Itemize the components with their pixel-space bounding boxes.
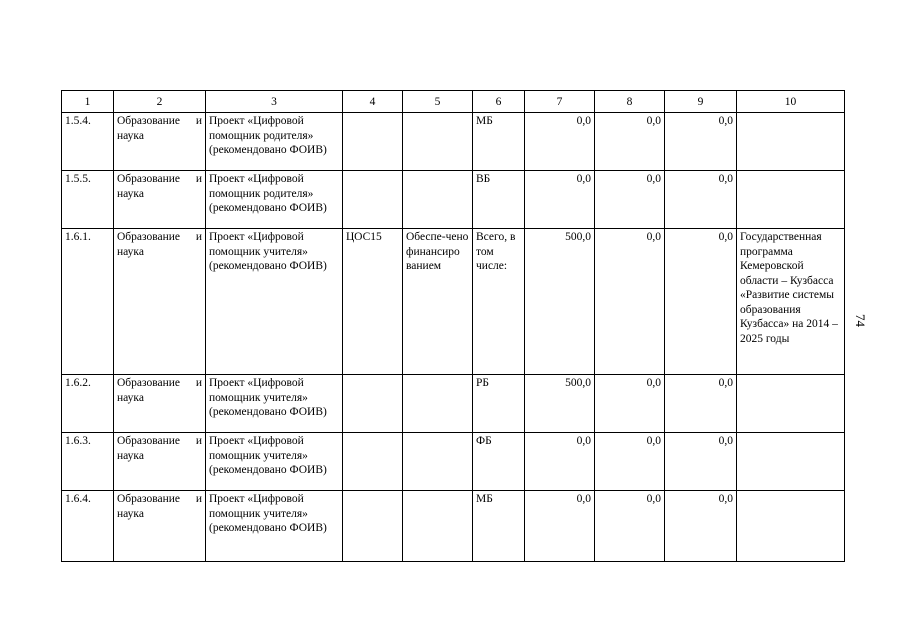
source-cell: РБ xyxy=(473,375,525,433)
header-cell-3: 3 xyxy=(206,91,343,113)
area-part1: Образование xyxy=(117,173,181,185)
code-cell xyxy=(343,491,403,562)
header-cell-7: 7 xyxy=(525,91,595,113)
value-cell-9: 0,0 xyxy=(665,433,737,491)
row-id-cell: 1.6.1. xyxy=(62,229,114,375)
page-number: 74 xyxy=(853,314,868,327)
code-cell xyxy=(343,113,403,171)
area-cell xyxy=(114,491,206,562)
header-cell-4: 4 xyxy=(343,91,403,113)
source-cell: Всего, в том числе: xyxy=(473,229,525,375)
source-cell: МБ xyxy=(473,491,525,562)
header-cell-2: 2 xyxy=(114,91,206,113)
code-cell xyxy=(343,171,403,229)
program-cell xyxy=(737,375,845,433)
area-part1: Образование xyxy=(117,231,181,243)
area-part3: наука xyxy=(117,187,144,200)
value-cell-9: 0,0 xyxy=(665,491,737,562)
area-part1: Образование xyxy=(117,493,181,505)
table-row xyxy=(62,433,845,491)
value-cell-8: 0,0 xyxy=(595,113,665,171)
value-cell-7: 0,0 xyxy=(525,171,595,229)
header-cell-8: 8 xyxy=(595,91,665,113)
area-part1: Образование xyxy=(117,377,181,389)
area-cell xyxy=(114,375,206,433)
header-cell-6: 6 xyxy=(473,91,525,113)
area-part1: Образование xyxy=(117,435,181,447)
value-cell-9: 0,0 xyxy=(665,375,737,433)
project-cell: Проект «Цифровой помощник учителя» (рекомендовано ФОИВ) xyxy=(206,491,343,562)
program-cell: Государственная программа Кемеровской области – Кузбасса «Развитие системы образования Кузбасса» на 2014 – 2025 годы xyxy=(737,229,845,375)
area-part2: и xyxy=(195,435,202,447)
area-cell xyxy=(114,171,206,229)
value-cell-8: 0,0 xyxy=(595,229,665,375)
table-row xyxy=(62,491,845,562)
area-part2: и xyxy=(195,173,202,185)
area-part2: и xyxy=(195,231,202,243)
source-cell: МБ xyxy=(473,113,525,171)
value-cell-7: 500,0 xyxy=(525,229,595,375)
area-part3: наука xyxy=(117,245,144,258)
row-id-cell: 1.5.4. xyxy=(62,113,114,171)
area-part3: наука xyxy=(117,391,144,404)
table-row xyxy=(62,229,845,375)
indicator-cell xyxy=(403,113,473,171)
indicator-cell: Обеспе-чено финансиро ванием xyxy=(403,229,473,375)
area-part3: наука xyxy=(117,507,144,520)
program-cell xyxy=(737,113,845,171)
value-cell-8: 0,0 xyxy=(595,375,665,433)
area-cell xyxy=(114,433,206,491)
table-header-row xyxy=(62,91,845,113)
value-cell-9: 0,0 xyxy=(665,113,737,171)
code-cell: ЦОС15 xyxy=(343,229,403,375)
area-cell xyxy=(114,113,206,171)
value-cell-8: 0,0 xyxy=(595,171,665,229)
value-cell-7: 0,0 xyxy=(525,113,595,171)
value-cell-8: 0,0 xyxy=(595,491,665,562)
table-row xyxy=(62,375,845,433)
table-row xyxy=(62,113,845,171)
row-id-cell: 1.5.5. xyxy=(62,171,114,229)
header-cell-9: 9 xyxy=(665,91,737,113)
table-row xyxy=(62,171,845,229)
area-part3: наука xyxy=(117,449,144,462)
project-cell: Проект «Цифровой помощник учителя» (рекомендовано ФОИВ) xyxy=(206,375,343,433)
header-cell-10: 10 xyxy=(737,91,845,113)
row-id-cell: 1.6.3. xyxy=(62,433,114,491)
program-cell xyxy=(737,171,845,229)
value-cell-7: 500,0 xyxy=(525,375,595,433)
indicator-cell xyxy=(403,375,473,433)
area-part2: и xyxy=(195,377,202,389)
code-cell xyxy=(343,433,403,491)
indicator-cell xyxy=(403,171,473,229)
header-cell-1: 1 xyxy=(62,91,114,113)
project-cell: Проект «Цифровой помощник учителя» (рекомендовано ФОИВ) xyxy=(206,433,343,491)
value-cell-9: 0,0 xyxy=(665,171,737,229)
area-part2: и xyxy=(195,493,202,505)
area-part3: наука xyxy=(117,129,144,142)
budget-table xyxy=(61,90,845,562)
program-cell xyxy=(737,491,845,562)
indicator-cell xyxy=(403,433,473,491)
area-cell xyxy=(114,229,206,375)
header-cell-5: 5 xyxy=(403,91,473,113)
area-part1: Образование xyxy=(117,115,181,127)
row-id-cell: 1.6.2. xyxy=(62,375,114,433)
area-part2: и xyxy=(195,115,202,127)
value-cell-7: 0,0 xyxy=(525,491,595,562)
code-cell xyxy=(343,375,403,433)
value-cell-9: 0,0 xyxy=(665,229,737,375)
project-cell: Проект «Цифровой помощник родителя» (рекомендовано ФОИВ) xyxy=(206,171,343,229)
indicator-cell xyxy=(403,491,473,562)
project-cell: Проект «Цифровой помощник учителя» (рекомендовано ФОИВ) xyxy=(206,229,343,375)
row-id-cell: 1.6.4. xyxy=(62,491,114,562)
value-cell-7: 0,0 xyxy=(525,433,595,491)
program-cell xyxy=(737,433,845,491)
source-cell: ФБ xyxy=(473,433,525,491)
value-cell-8: 0,0 xyxy=(595,433,665,491)
project-cell: Проект «Цифровой помощник родителя» (рекомендовано ФОИВ) xyxy=(206,113,343,171)
source-cell: ВБ xyxy=(473,171,525,229)
